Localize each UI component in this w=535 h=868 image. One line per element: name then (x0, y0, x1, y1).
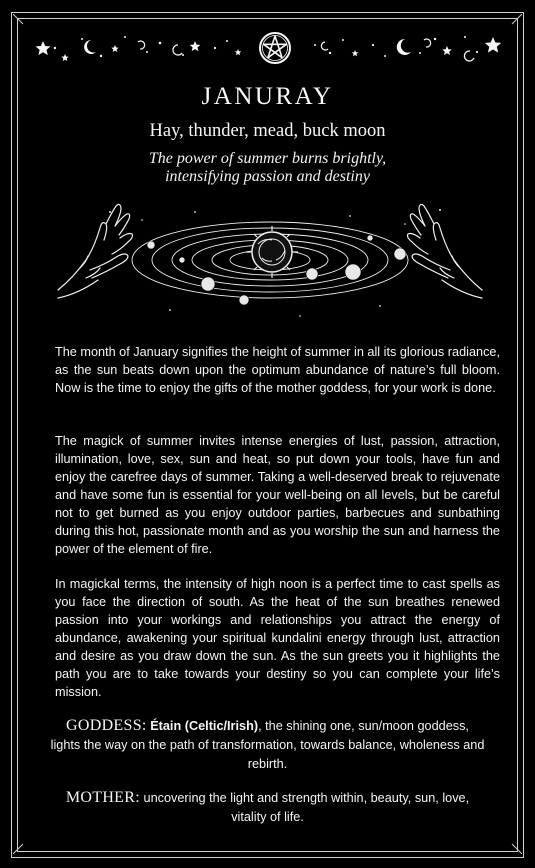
intro-paragraph: The month of January signifies the height of summer in all its glorious radiance, as the sun beats down upon the optimum abundance of nature’s full bloom. Now is the time to enjoy the gifts of the mother goddess, for your work is done. (55, 345, 500, 395)
mother-description: uncovering the light and strength within, beauty, sun, love, vitality of life. (139, 791, 470, 824)
magickal-terms-paragraph: In magickal terms, the intensity of high noon is a perfect time to cast spells as you face the direction of south. As the heat of the sun breathes renewed passion into your workings and relationships you attract the energy of abundance, awakening your spiritual kundalini energy through lust, attraction and desire as you draw down the sun. As the sun greets you it highlights the path you are to take towards your destiny so you can complete your life’s mission. (55, 577, 500, 699)
pentacle-icon (260, 33, 290, 63)
stars-moons-border (25, 28, 510, 74)
left-hand-icon (58, 204, 133, 298)
corner-flourish-bottom-left (13, 838, 29, 854)
tagline: The power of summer burns brightly, intensifying passion and destiny (148, 150, 387, 185)
goddess-description: , the shining one, sun/moon goddess, lights the way on the path of transformation, towards balance, wholeness and rebirth. (50, 719, 485, 771)
hands-holding-solar-system-illustration (50, 198, 490, 328)
summer-magick-paragraph: The magick of summer invites intense energies of lust, passion, attraction, illumination, love, sex, sun and heat, so put down your tools, have fun and enjoy the carefree days of summer. Taking a well-deserved break to rejuvenate and have some fun is essential for your well-being on all levels, but be careful not to get burned as you enjoy outdoor parties, barbecues and sunbathing during this hot, passionate month and as you worship the sun and harness the power of the element of fire. (55, 434, 500, 556)
sun-icon (246, 226, 298, 278)
right-hand-icon (408, 204, 483, 298)
goddess-section (50, 716, 485, 774)
goddess-label: GODDESS: (66, 717, 147, 734)
mother-section (50, 788, 485, 827)
mother-label: MOTHER: (65, 789, 140, 806)
moon-names-subtitle: Hay, thunder, mead, buck moon (149, 121, 386, 141)
corner-flourish-bottom-right (506, 838, 522, 854)
goddess-name: Étain (Celtic/Irish) (150, 719, 259, 733)
page-title: JANURAY (201, 83, 334, 110)
